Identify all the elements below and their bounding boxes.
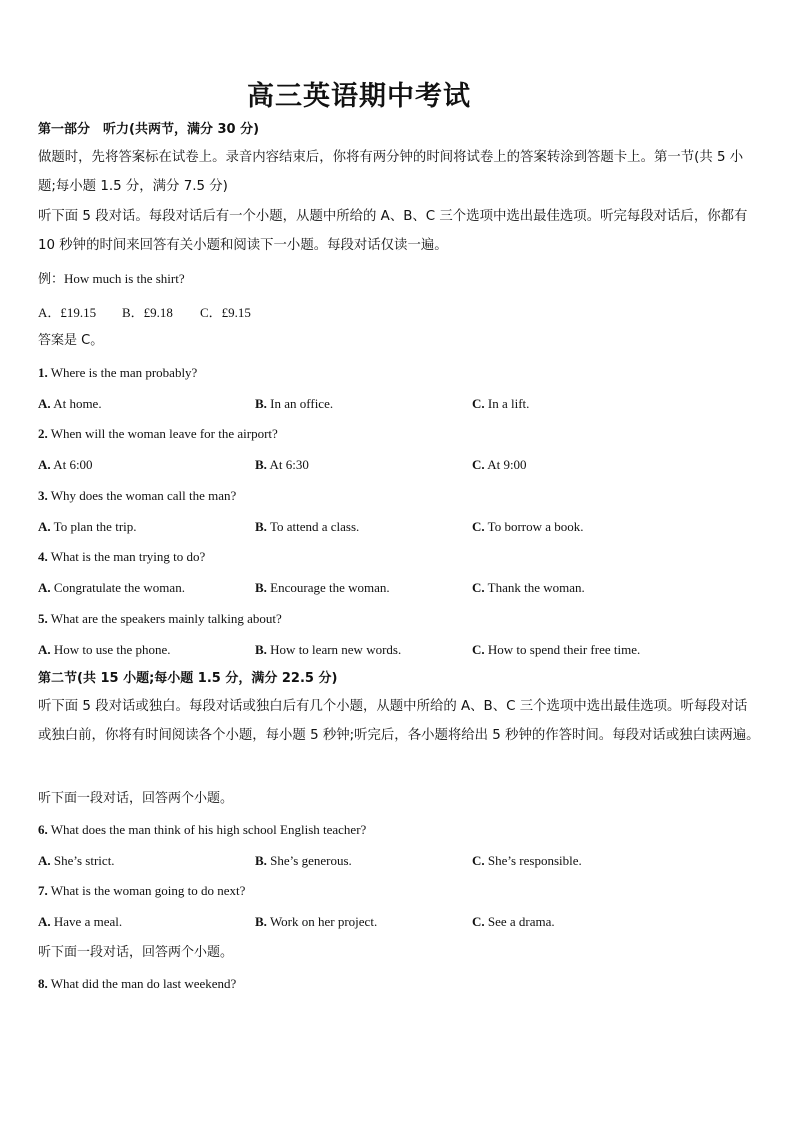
- option-letter: A.: [38, 580, 51, 595]
- question-1: [38, 366, 762, 379]
- question-2: [38, 427, 762, 440]
- option-letter: B.: [255, 396, 267, 411]
- option-letter: C.: [472, 642, 485, 657]
- option-c: [472, 580, 585, 596]
- option-b: [255, 914, 377, 930]
- option-text: How to spend their free time.: [487, 642, 641, 657]
- option-c: [472, 642, 640, 658]
- option-text: To attend a class.: [269, 519, 360, 534]
- question-number: 8.: [38, 976, 48, 991]
- question-6: [38, 823, 762, 836]
- option-text: In an office.: [270, 396, 334, 411]
- option-text: In a lift.: [487, 396, 530, 411]
- option-letter: C.: [472, 457, 485, 472]
- option-a: [38, 457, 93, 473]
- option-a: [38, 580, 185, 596]
- option-letter: B.: [255, 914, 267, 929]
- option-c: [472, 396, 529, 412]
- question-number: 7.: [38, 883, 48, 898]
- question-text: What does the man think of his high school English teacher?: [50, 822, 367, 837]
- option-text: To borrow a book.: [487, 519, 584, 534]
- option-letter: C.: [472, 519, 485, 534]
- question-4: [38, 550, 762, 563]
- question-number: 6.: [38, 822, 48, 837]
- option-letter: B.: [255, 580, 267, 595]
- example-option-b: B．£9.18: [122, 305, 173, 320]
- option-text: See a drama.: [487, 914, 555, 929]
- option-c: [472, 853, 582, 869]
- section1-instruction: 听下面 5 段对话。每段对话后有一个小题，从题中所给的 A、B、C 三个选项中选出最佳选项。听完每段对话后，你都有 10 秒钟的时间来回答有关小题和阅读下一小题。每段对话仅读一遍。: [38, 209, 748, 253]
- option-letter: B.: [255, 457, 267, 472]
- question-5: [38, 612, 762, 625]
- option-letter: B.: [255, 519, 267, 534]
- option-text: At 6:00: [53, 457, 93, 472]
- option-letter: C.: [472, 853, 485, 868]
- option-b: [255, 457, 309, 473]
- option-a: [38, 519, 137, 535]
- option-letter: B.: [255, 853, 267, 868]
- option-a: [38, 642, 171, 658]
- option-text: How to use the phone.: [53, 642, 171, 657]
- example-answer: 答案是 C。: [38, 333, 104, 348]
- option-b: [255, 396, 333, 412]
- part1-heading: 第一部分 听力(共两节，满分 30 分): [38, 122, 260, 137]
- question-8: [38, 977, 762, 990]
- part1-instruction: 做题时，先将答案标在试卷上。录音内容结束后，你将有两分钟的时间将试卷上的答案转涂到答题卡上。第一节(共 5 小题;每小题 1.5 分，满分 7.5 分): [38, 150, 744, 194]
- option-b: [255, 642, 401, 658]
- option-letter: A.: [38, 519, 51, 534]
- example-option-a: A．£19.15: [38, 305, 97, 320]
- option-text: Congratulate the woman.: [53, 580, 185, 595]
- option-letter: C.: [472, 914, 485, 929]
- option-a: [38, 853, 115, 869]
- question-text: Why does the woman call the man?: [50, 488, 237, 503]
- option-letter: A.: [38, 853, 51, 868]
- option-c: [472, 914, 555, 930]
- question-number: 1.: [38, 365, 48, 380]
- question-text: When will the woman leave for the airport?: [50, 426, 278, 441]
- option-b: [255, 580, 390, 596]
- option-text: Thank the woman.: [487, 580, 585, 595]
- option-letter: A.: [38, 642, 51, 657]
- option-text: Have a meal.: [53, 914, 123, 929]
- question-text: Where is the man probably?: [50, 365, 198, 380]
- dialogue-prompt-2: 听下面一段对话，回答两个小题。: [38, 945, 234, 960]
- example-option-c: C．£9.15: [200, 305, 251, 320]
- question-number: 3.: [38, 488, 48, 503]
- option-text: At 6:30: [269, 457, 309, 472]
- option-letter: A.: [38, 914, 51, 929]
- page-title: 高三英语期中考试: [247, 81, 471, 112]
- option-text: She’s generous.: [270, 853, 352, 868]
- option-text: Work on her project.: [269, 914, 378, 929]
- option-text: At 9:00: [487, 457, 527, 472]
- example-question: 例：How much is the shirt?: [38, 271, 185, 286]
- option-text: At home.: [53, 396, 102, 411]
- option-b: [255, 519, 359, 535]
- question-7: [38, 884, 762, 897]
- part2-instruction: 听下面 5 段对话或独白。每段对话或独白后有几个小题，从题中所给的 A、B、C 三个选项中选出最佳选项。听每段对话或独白前，你将有时间阅读各个小题，每小题 5 秒钟;听完后，各小题将给出 5 秒钟的作答时间。每段对话或独白读两遍。: [38, 699, 760, 743]
- question-text: What is the woman going to do next?: [50, 883, 246, 898]
- option-text: Encourage the woman.: [270, 580, 390, 595]
- option-b: [255, 853, 352, 869]
- option-letter: A.: [38, 457, 51, 472]
- option-letter: B.: [255, 642, 267, 657]
- question-text: What is the man trying to do?: [50, 549, 206, 564]
- dialogue-prompt-1: 听下面一段对话，回答两个小题。: [38, 791, 234, 806]
- option-letter: C.: [472, 580, 485, 595]
- part2-heading: 第二节(共 15 小题;每小题 1.5 分，满分 22.5 分): [38, 671, 338, 686]
- question-text: What are the speakers mainly talking about?: [50, 611, 282, 626]
- question-number: 4.: [38, 549, 48, 564]
- option-letter: A.: [38, 396, 51, 411]
- option-a: [38, 914, 122, 930]
- question-number: 2.: [38, 426, 48, 441]
- option-text: She’s strict.: [53, 853, 115, 868]
- option-text: To plan the trip.: [53, 519, 137, 534]
- option-text: How to learn new words.: [270, 642, 402, 657]
- option-c: [472, 519, 584, 535]
- question-number: 5.: [38, 611, 48, 626]
- option-text: She’s responsible.: [487, 853, 582, 868]
- option-a: [38, 396, 102, 412]
- question-3: [38, 489, 762, 502]
- question-text: What did the man do last weekend?: [50, 976, 237, 991]
- option-c: [472, 457, 527, 473]
- option-letter: C.: [472, 396, 485, 411]
